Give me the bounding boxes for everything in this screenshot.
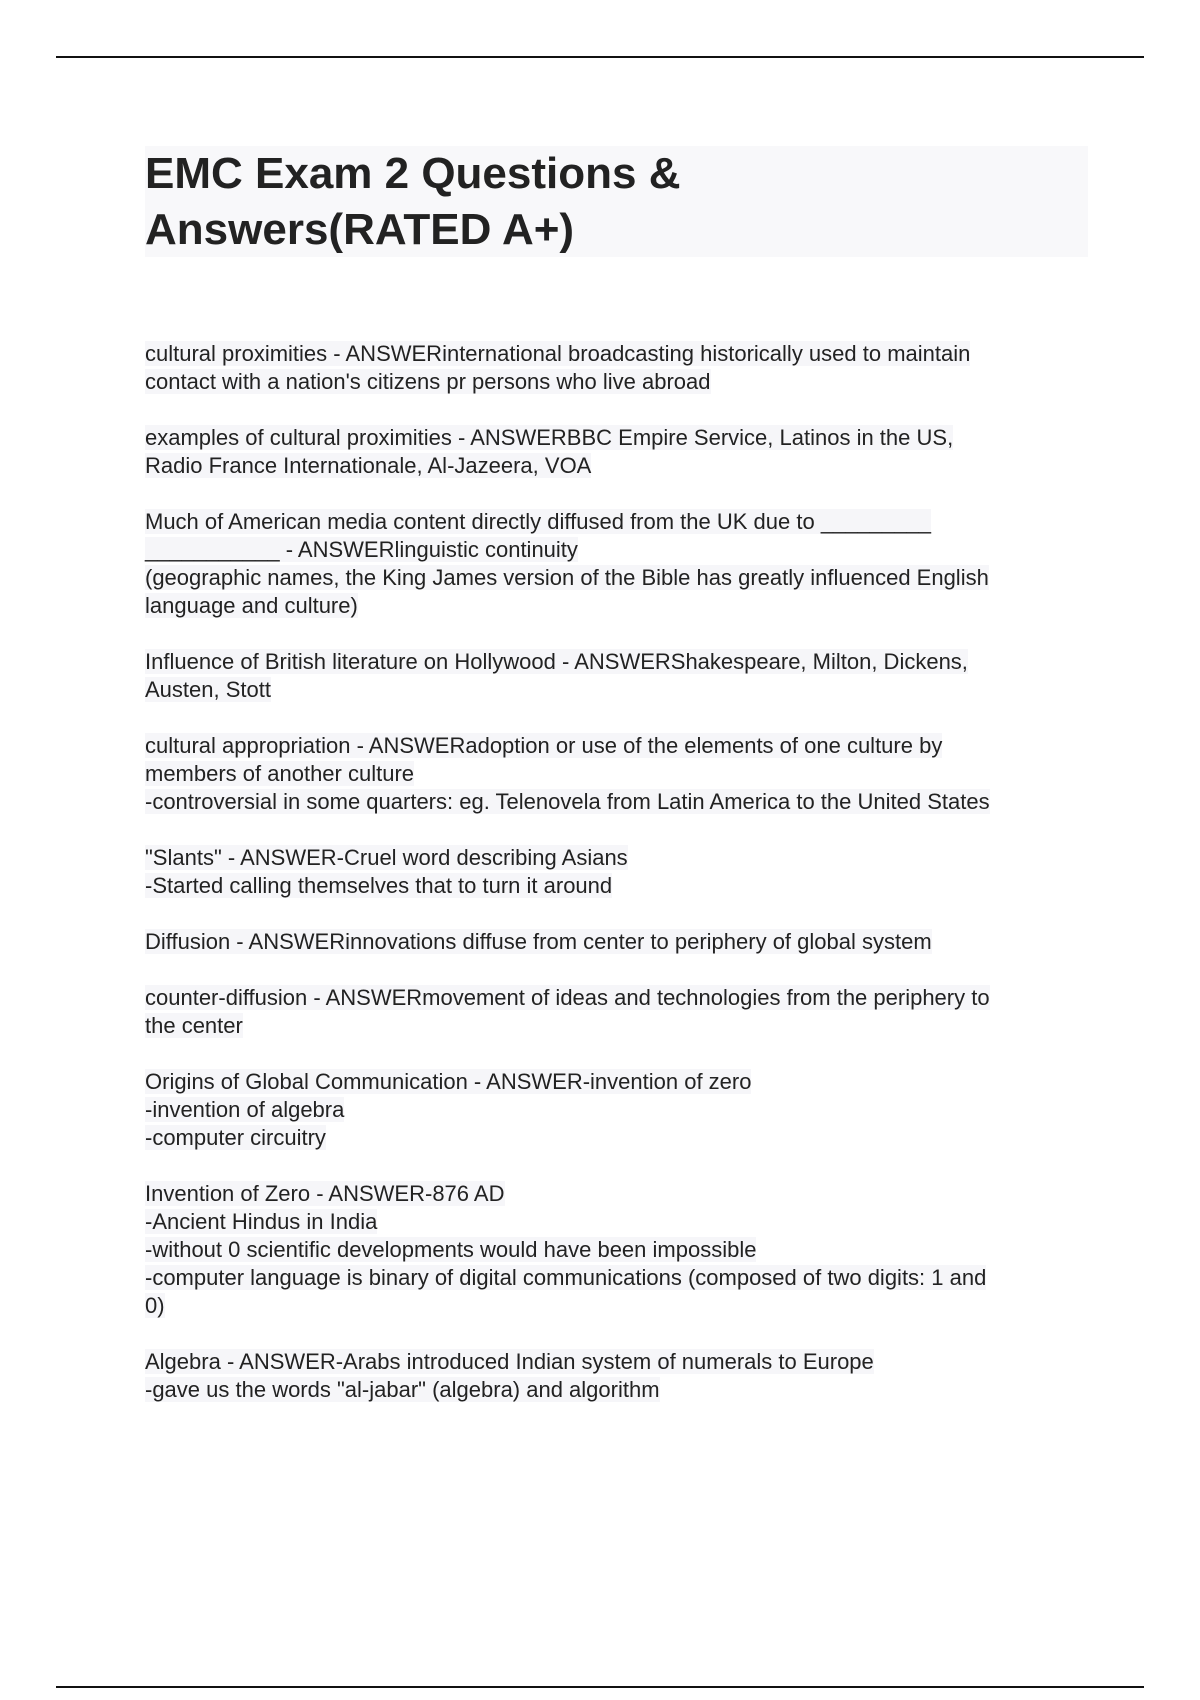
qa-entry-text: -gave us the words "al-jabar" (algebra) and algorithm <box>145 1377 660 1402</box>
qa-entry-text: (geographic names, the King James version of the Bible has greatly influenced English <box>145 565 989 590</box>
title-block <box>145 146 1088 257</box>
qa-entry <box>145 648 1105 704</box>
qa-entry-text: -without 0 scientific developments would have been impossible <box>145 1237 757 1262</box>
qa-entry-line <box>145 452 1105 480</box>
qa-entry-line <box>145 1180 1105 1208</box>
qa-entry-line <box>145 424 1105 452</box>
qa-entry-text: cultural appropriation - ANSWERadoption or use of the elements of one culture by <box>145 733 943 758</box>
qa-entry-text: -controversial in some quarters: eg. Telenovela from Latin America to the United States <box>145 789 990 814</box>
qa-entry <box>145 508 1105 620</box>
qa-entry-line <box>145 508 1105 536</box>
qa-entry <box>145 340 1105 396</box>
qa-entry-text: language and culture) <box>145 593 358 618</box>
qa-entries <box>145 340 1105 1432</box>
qa-entry-text: -Started calling themselves that to turn it around <box>145 873 613 898</box>
qa-entry <box>145 1180 1105 1320</box>
qa-entry-line <box>145 340 1105 368</box>
qa-entry-line <box>145 1348 1105 1376</box>
qa-entry <box>145 424 1105 480</box>
qa-entry-line <box>145 1264 1105 1292</box>
qa-entry <box>145 928 1105 956</box>
qa-entry-text: Invention of Zero - ANSWER-876 AD <box>145 1181 505 1206</box>
qa-entry-text: Diffusion - ANSWERinnovations diffuse from center to periphery of global system <box>145 929 932 954</box>
top-rule <box>56 56 1144 58</box>
qa-entry-line <box>145 984 1105 1012</box>
qa-entry-text: cultural proximities - ANSWERinternational broadcasting historically used to maintain <box>145 341 971 366</box>
qa-entry-line <box>145 1068 1105 1096</box>
qa-entry-text: 0) <box>145 1293 165 1318</box>
qa-entry-line <box>145 1096 1105 1124</box>
qa-entry-line <box>145 676 1105 704</box>
qa-entry-line <box>145 536 1105 564</box>
qa-entry-line <box>145 564 1105 592</box>
qa-entry-line <box>145 592 1105 620</box>
qa-entry <box>145 1348 1105 1404</box>
qa-entry-line <box>145 732 1105 760</box>
qa-entry-line <box>145 648 1105 676</box>
qa-entry-text: the center <box>145 1013 243 1038</box>
qa-entry <box>145 844 1105 900</box>
qa-entry-line <box>145 760 1105 788</box>
qa-entry-line <box>145 1124 1105 1152</box>
bottom-rule <box>56 1686 1144 1688</box>
qa-entry-text: Influence of British literature on Hollywood - ANSWERShakespeare, Milton, Dickens, <box>145 649 968 674</box>
qa-entry-line <box>145 844 1105 872</box>
qa-entry-line <box>145 1208 1105 1236</box>
document-title <box>145 146 1088 258</box>
qa-entry-line <box>145 1012 1105 1040</box>
qa-entry-text: Much of American media content directly diffused from the UK due to _________ <box>145 509 931 534</box>
qa-entry-text: Algebra - ANSWER-Arabs introduced Indian system of numerals to Europe <box>145 1349 874 1374</box>
title-line: Answers(RATED A+) <box>145 205 575 254</box>
qa-entry <box>145 732 1105 816</box>
qa-entry-text: Radio France Internationale, Al-Jazeera, VOA <box>145 453 592 478</box>
qa-entry-line <box>145 928 1105 956</box>
qa-entry-line <box>145 368 1105 396</box>
qa-entry-text: "Slants" - ANSWER-Cruel word describing Asians <box>145 845 628 870</box>
title-line: EMC Exam 2 Questions & <box>145 149 681 198</box>
qa-entry <box>145 984 1105 1040</box>
qa-entry-text: examples of cultural proximities - ANSWERBBC Empire Service, Latinos in the US, <box>145 425 954 450</box>
qa-entry-text: -computer language is binary of digital communications (composed of two digits: 1 and <box>145 1265 987 1290</box>
qa-entry-text: contact with a nation's citizens pr persons who live abroad <box>145 369 711 394</box>
qa-entry-text: members of another culture <box>145 761 415 786</box>
qa-entry-text: ___________ - ANSWERlinguistic continuity <box>145 537 578 562</box>
qa-entry-text: -invention of algebra <box>145 1097 345 1122</box>
qa-entry-text: -computer circuitry <box>145 1125 326 1150</box>
qa-entry-line <box>145 1376 1105 1404</box>
qa-entry <box>145 1068 1105 1152</box>
qa-entry-text: -Ancient Hindus in India <box>145 1209 378 1234</box>
qa-entry-text: Austen, Stott <box>145 677 271 702</box>
qa-entry-text: Origins of Global Communication - ANSWER-invention of zero <box>145 1069 752 1094</box>
qa-entry-line <box>145 1236 1105 1264</box>
qa-entry-line <box>145 788 1105 816</box>
qa-entry-line <box>145 1292 1105 1320</box>
qa-entry-line <box>145 872 1105 900</box>
qa-entry-text: counter-diffusion - ANSWERmovement of ideas and technologies from the periphery to <box>145 985 990 1010</box>
